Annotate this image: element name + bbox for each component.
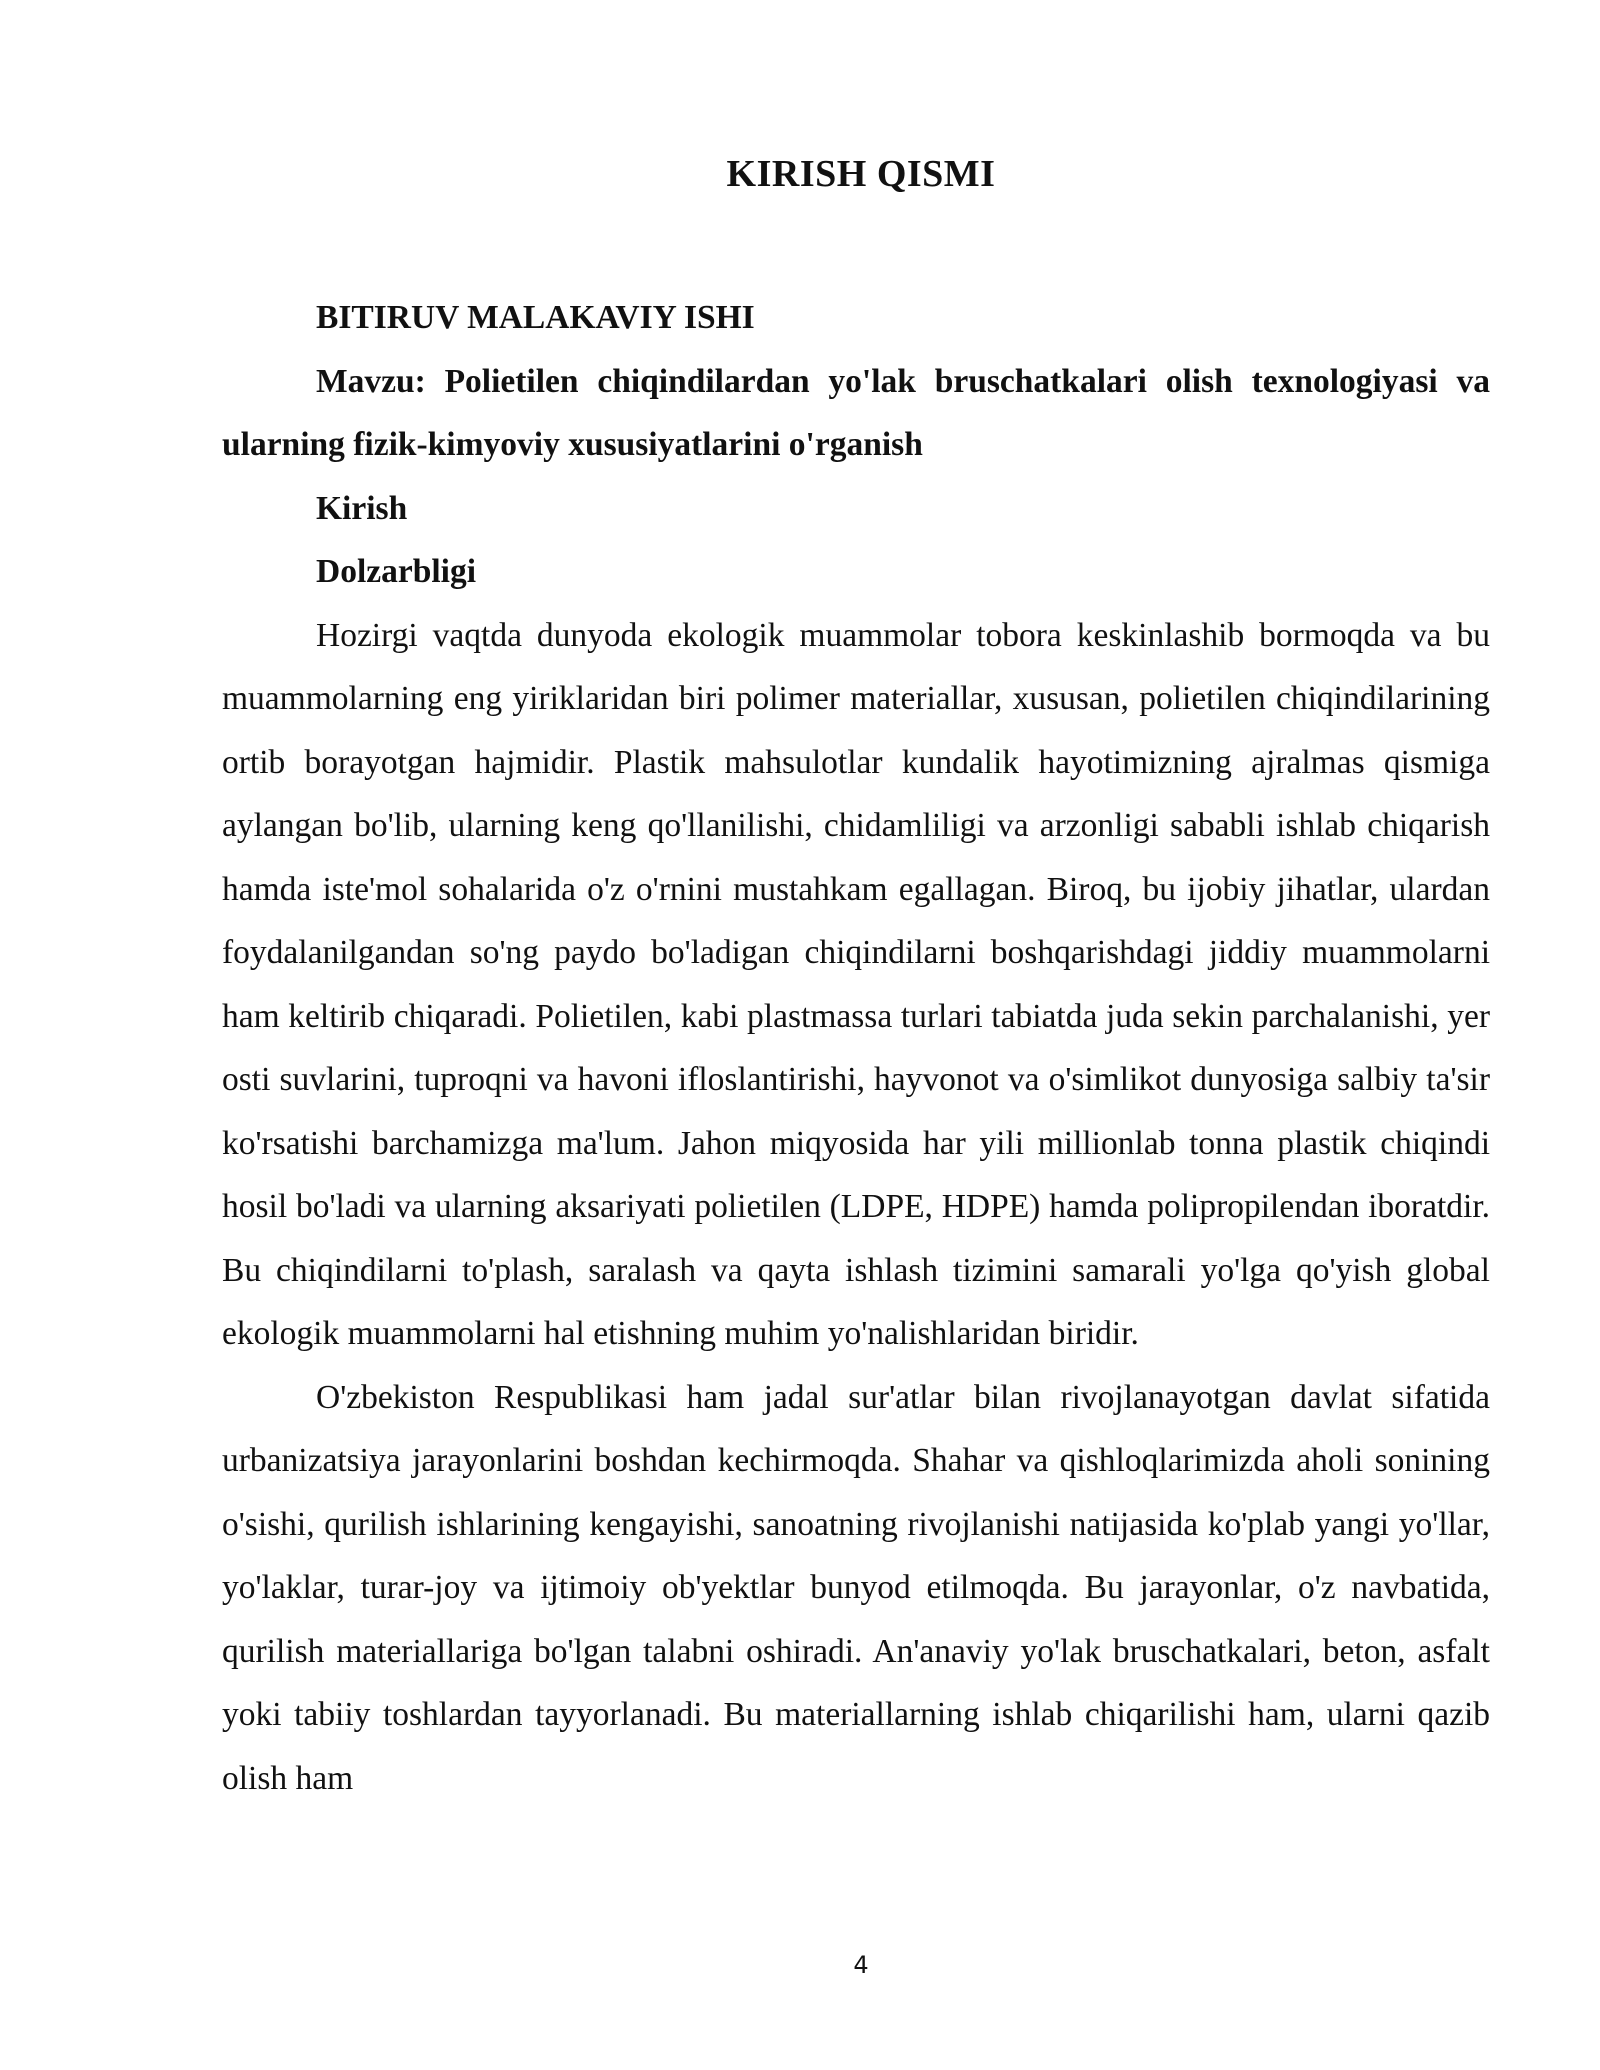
section-heading: Kirish [316, 489, 408, 527]
document-body [222, 286, 1490, 1810]
work-type-heading: BITIRUV MALAKAVIY ISHI [316, 299, 755, 336]
page-number: 4 [853, 1951, 869, 1979]
subsection-heading: Dolzarbligi [316, 553, 477, 590]
topic-heading: Mavzu: Polietilen chiqindilardan yo'lak bruschatkalari olish texnologiyasi va ularning fizik-kimyoviy xususiyatlarini o'rganish [222, 362, 1490, 463]
body-paragraph: O'zbekiston Respublikasi ham jadal sur'atlar bilan rivojlanayotgan davlat sifatida urbanizatsiya jarayonlarini boshdan kechirmoqda. Shahar va qishloqlarimizda aholi sonining o'sishi, qurilish ishlarining kengayishi, sanoatning rivojlanishi natijasida ko'plab yangi yo'llar, yo'laklar, turar-joy va ijtimoiy ob'yektlar bunyod etilmoqda. Bu jarayonlar, o'z navbatida, qurilish materiallariga bo'lgan talabni oshiradi. An'anaviy yo'lak bruschatkalari, beton, asfalt yoki tabiiy toshlardan tayyorlanadi. Bu materiallarning ishlab chiqarilishi ham, ularni qazib olish ham [222, 1378, 1490, 1797]
body-paragraph: Hozirgi vaqtda dunyoda ekologik muammolar tobora keskinlashib bormoqda va bu muammolarning eng yiriklaridan biri polimer materiallar, xususan, polietilen chiqindilarining ortib borayotgan hajmidir. Plastik mahsulotlar kundalik hayotimizning ajralmas qismiga aylangan bo'lib, ularning keng qo'llanilishi, chidamliligi va arzonligi sababli ishlab chiqarish hamda iste'mol sohalarida o'z o'rnini mustahkam egallagan. Biroq, bu ijobiy jihatlar, ulardan foydalanilgandan so'ng paydo bo'ladigan chiqindilarni boshqarishdagi jiddiy muammolarni ham keltirib chiqaradi. Polietilen, kabi plastmassa turlari tabiatda juda sekin parchalanishi, yer osti suvlarini, tuproqni va havoni ifloslantirishi, hayvonot va o'simlikot dunyosiga salbiy ta'sir ko'rsatishi barchamizga ma'lum. Jahon miqyosida har yili millionlab tonna plastik chiqindi hosil bo'ladi va ularning aksariyati polietilen (LDPE, HDPE) hamda polipropilendan iboratdir. Bu chiqindilarni to'plash, saralash va qayta ishlash tizimini samarali yo'lga qo'yish global ekologik muammolarni hal etishning muhim yo'nalishlaridan biridir. [222, 616, 1490, 1352]
page-title: KIRISH QISMI [726, 153, 996, 195]
